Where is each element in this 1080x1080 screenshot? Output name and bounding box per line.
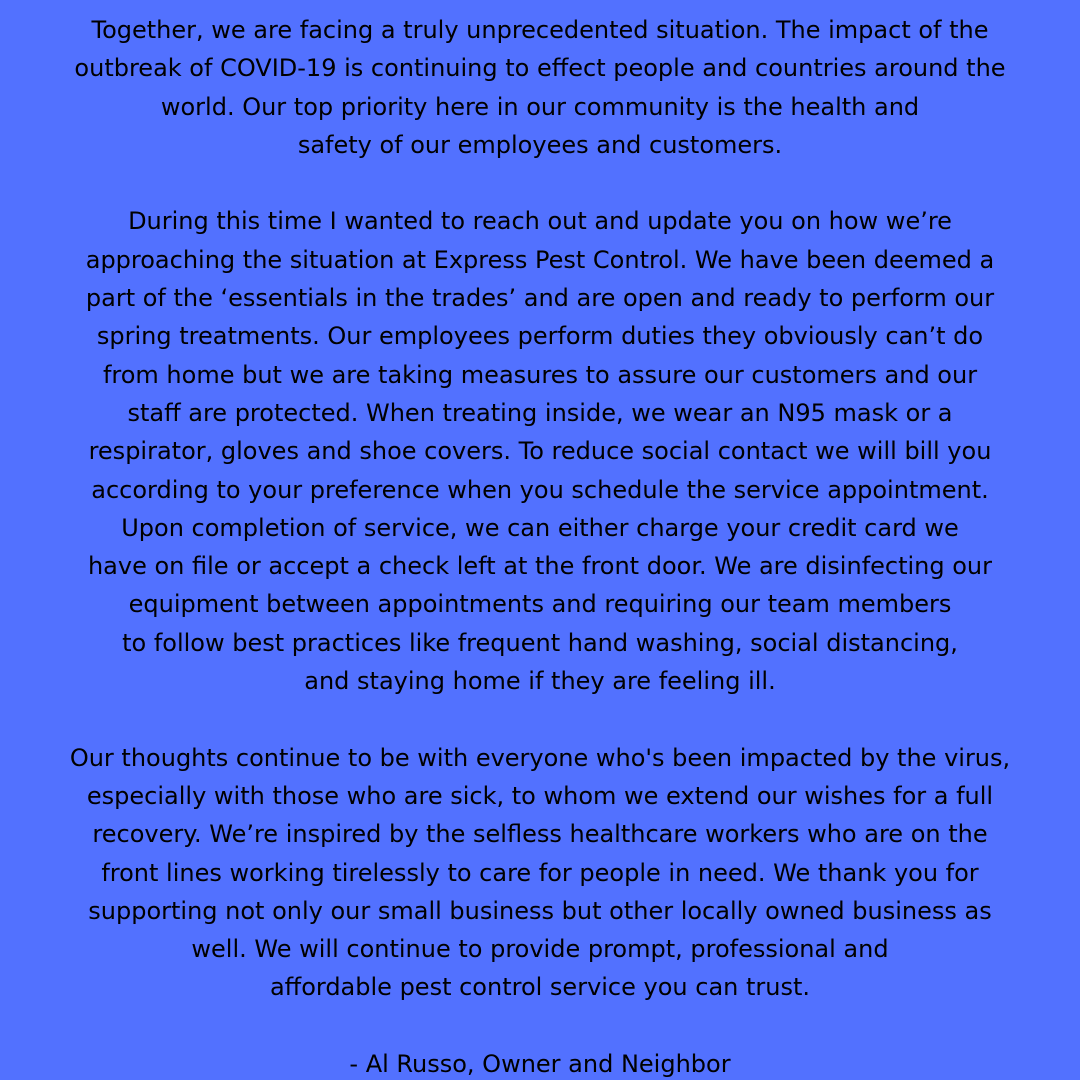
paragraph-line: especially with those who are sick, to whom we extend our wishes for a full: [86, 781, 994, 810]
paragraph-line: approaching the situation at Express Pest Control. We have been deemed a: [85, 245, 995, 274]
paragraph-line: and staying home if they are feeling ill.: [304, 667, 776, 696]
paragraph-line: Together, we are facing a truly unprecedented situation. The impact of the: [91, 16, 989, 44]
signature: - Al Russo, Owner and Neighbor: [349, 1050, 731, 1079]
paragraph-line: affordable pest control service you can trust.: [269, 973, 811, 1002]
paragraph-line: outbreak of COVID-19 is continuing to effect people and countries around the: [74, 54, 1006, 83]
paragraph-line: staff are protected. When treating inside, we wear an N95 mask or a: [127, 398, 953, 427]
paragraph-line: according to your preference when you schedule the service appointment.: [91, 475, 989, 504]
paragraph-line: equipment between appointments and requiring our team members: [128, 590, 952, 619]
paragraph-line: During this time I wanted to reach out and update you on how we’re: [128, 207, 952, 236]
paragraph-line: world. Our top priority here in our community is the health and: [160, 92, 920, 121]
paragraph-line: from home but we are taking measures to assure our customers and our: [102, 360, 978, 389]
paragraph-thanks: [0, 739, 1080, 1007]
paragraph-line: supporting not only our small business but other locally owned business as: [88, 896, 992, 925]
paragraph-line: front lines working tirelessly to care for people in need. We thank you for: [101, 858, 979, 887]
paragraph-line: spring treatments. Our employees perform duties they obviously can’t do: [96, 322, 984, 351]
paragraph-line: Upon completion of service, we can either charge your credit card we: [121, 513, 959, 542]
paragraph-measures: [0, 202, 1080, 700]
paragraph-line: Our thoughts continue to be with everyone who's been impacted by the virus,: [69, 743, 1011, 772]
paragraph-line: part of the ‘essentials in the trades’ and are open and ready to perform our: [85, 284, 995, 313]
paragraph-line: recovery. We’re inspired by the selfless healthcare workers who are on the: [92, 820, 988, 849]
paragraph-line: safety of our employees and customers.: [297, 130, 783, 159]
paragraph-line: to follow best practices like frequent hand washing, social distancing,: [122, 628, 958, 657]
paragraph-intro: [0, 11, 1080, 164]
paragraph-line: well. We will continue to provide prompt, professional and: [191, 935, 889, 964]
paragraph-line: have on file or accept a check left at the front door. We are disinfecting our: [87, 552, 993, 581]
paragraph-line: respirator, gloves and shoe covers. To reduce social contact we will bill you: [88, 437, 992, 466]
